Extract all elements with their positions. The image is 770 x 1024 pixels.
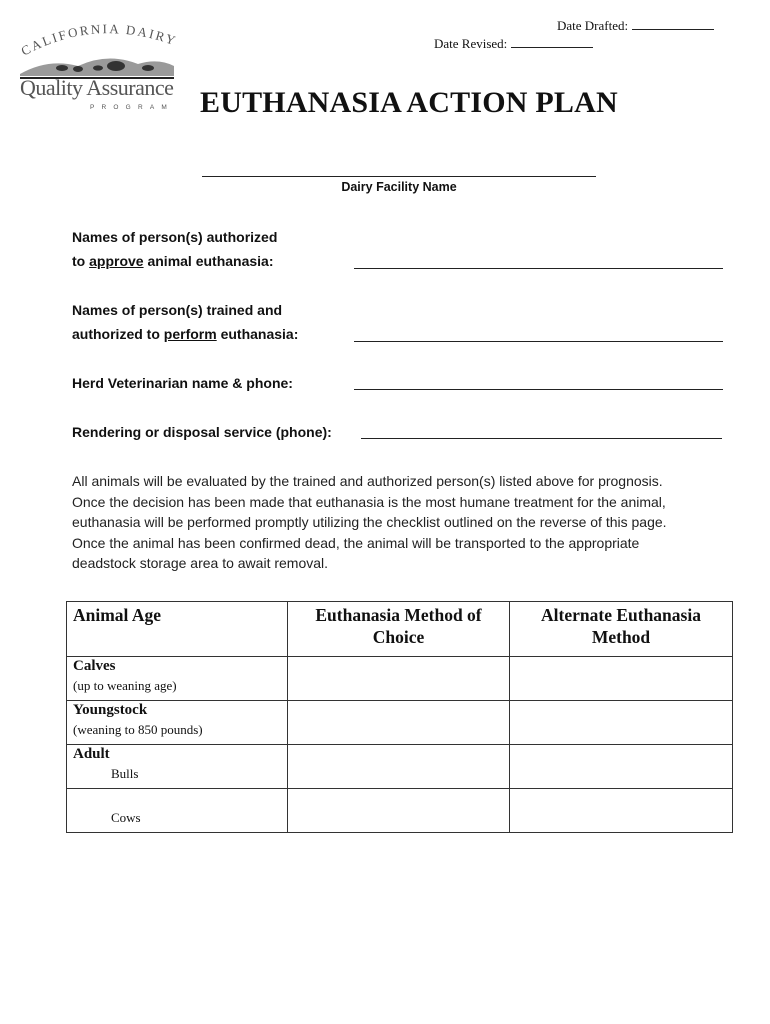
perform-label-line2 bbox=[72, 322, 298, 346]
perform-underlined: perform bbox=[163, 326, 217, 342]
rendering-line[interactable] bbox=[361, 438, 722, 439]
table-row bbox=[67, 657, 733, 701]
date-drafted bbox=[557, 17, 714, 34]
table-row bbox=[67, 745, 733, 789]
paragraph-line: Once the decision has been made that euthanasia is the most humane treatment for the animal, bbox=[72, 493, 666, 510]
date-drafted-line[interactable] bbox=[632, 17, 714, 30]
approve-line[interactable] bbox=[354, 268, 723, 269]
perform-line[interactable] bbox=[354, 341, 723, 342]
approve-post: animal euthanasia: bbox=[143, 253, 274, 269]
header-alternate-method: Alternate Euthanasia Method bbox=[510, 602, 733, 657]
approve-label-line2 bbox=[72, 249, 277, 273]
approve-label-line1: Names of person(s) authorized bbox=[72, 229, 278, 245]
bulls-alternate-cell[interactable] bbox=[510, 745, 733, 789]
instructions-paragraph bbox=[72, 471, 732, 574]
bulls-method-cell[interactable] bbox=[288, 745, 510, 789]
page-title: EUTHANASIA ACTION PLAN bbox=[200, 86, 618, 119]
row-sub: Bulls bbox=[111, 766, 139, 781]
svg-text:CALIFORNIA DAIRY bbox=[18, 22, 179, 59]
row-sub: Cows bbox=[111, 810, 141, 825]
paragraph-line: deadstock storage area to await removal. bbox=[72, 555, 329, 571]
perform-pre: authorized to bbox=[72, 326, 164, 342]
paragraph-line: euthanasia will be performed promptly utilizing the checklist outlined on the reverse of this page. bbox=[72, 514, 667, 530]
row-calves-label bbox=[67, 657, 288, 701]
paragraph-line: Once the animal has been confirmed dead, the animal will be transported to the appropriate bbox=[72, 534, 640, 551]
date-revised bbox=[434, 35, 593, 52]
row-youngstock-label bbox=[67, 701, 288, 745]
approve-label bbox=[72, 225, 277, 273]
logo-program: PROGRAM bbox=[90, 104, 174, 111]
row-name: Adult bbox=[73, 746, 110, 762]
header-animal-age: Animal Age bbox=[67, 602, 288, 657]
calves-method-cell[interactable] bbox=[288, 657, 510, 701]
approve-pre: to bbox=[72, 253, 90, 269]
logo-arc-text: CALIFORNIA DAIRY bbox=[18, 22, 180, 59]
row-sub: (weaning to 850 pounds) bbox=[73, 722, 203, 737]
rendering-label: Rendering or disposal service (phone): bbox=[72, 424, 332, 440]
methods-table bbox=[66, 601, 733, 833]
row-name: Youngstock bbox=[73, 702, 148, 718]
approve-underlined: approve bbox=[89, 253, 144, 269]
cows-method-cell[interactable] bbox=[288, 789, 510, 833]
perform-label-line1: Names of person(s) trained and bbox=[72, 302, 283, 318]
perform-post: euthanasia: bbox=[216, 326, 299, 342]
paragraph-line: All animals will be evaluated by the trained and authorized person(s) listed above for prognosis. bbox=[72, 473, 663, 489]
header-method-of-choice: Euthanasia Method of Choice bbox=[288, 602, 510, 657]
row-name: Calves bbox=[73, 658, 116, 674]
table-header-row bbox=[67, 602, 733, 657]
cows-alternate-cell[interactable] bbox=[510, 789, 733, 833]
youngstock-method-cell[interactable] bbox=[288, 701, 510, 745]
table-row bbox=[67, 701, 733, 745]
facility-name-line[interactable] bbox=[202, 176, 596, 177]
date-revised-label: Date Revised: bbox=[434, 36, 508, 51]
row-cows-label bbox=[67, 789, 288, 833]
youngstock-alternate-cell[interactable] bbox=[510, 701, 733, 745]
facility-name-label: Dairy Facility Name bbox=[341, 180, 457, 194]
date-drafted-label: Date Drafted: bbox=[557, 18, 629, 33]
logo-wordmark: Quality Assurance bbox=[20, 75, 174, 100]
vet-label: Herd Veterinarian name & phone: bbox=[72, 375, 293, 391]
table-row bbox=[67, 789, 733, 833]
calves-alternate-cell[interactable] bbox=[510, 657, 733, 701]
row-sub: (up to weaning age) bbox=[73, 678, 177, 693]
cdqap-logo bbox=[18, 22, 180, 114]
vet-line[interactable] bbox=[354, 389, 723, 390]
date-revised-line[interactable] bbox=[511, 35, 593, 48]
perform-label bbox=[72, 298, 298, 346]
row-adult-bulls-label bbox=[67, 745, 288, 789]
